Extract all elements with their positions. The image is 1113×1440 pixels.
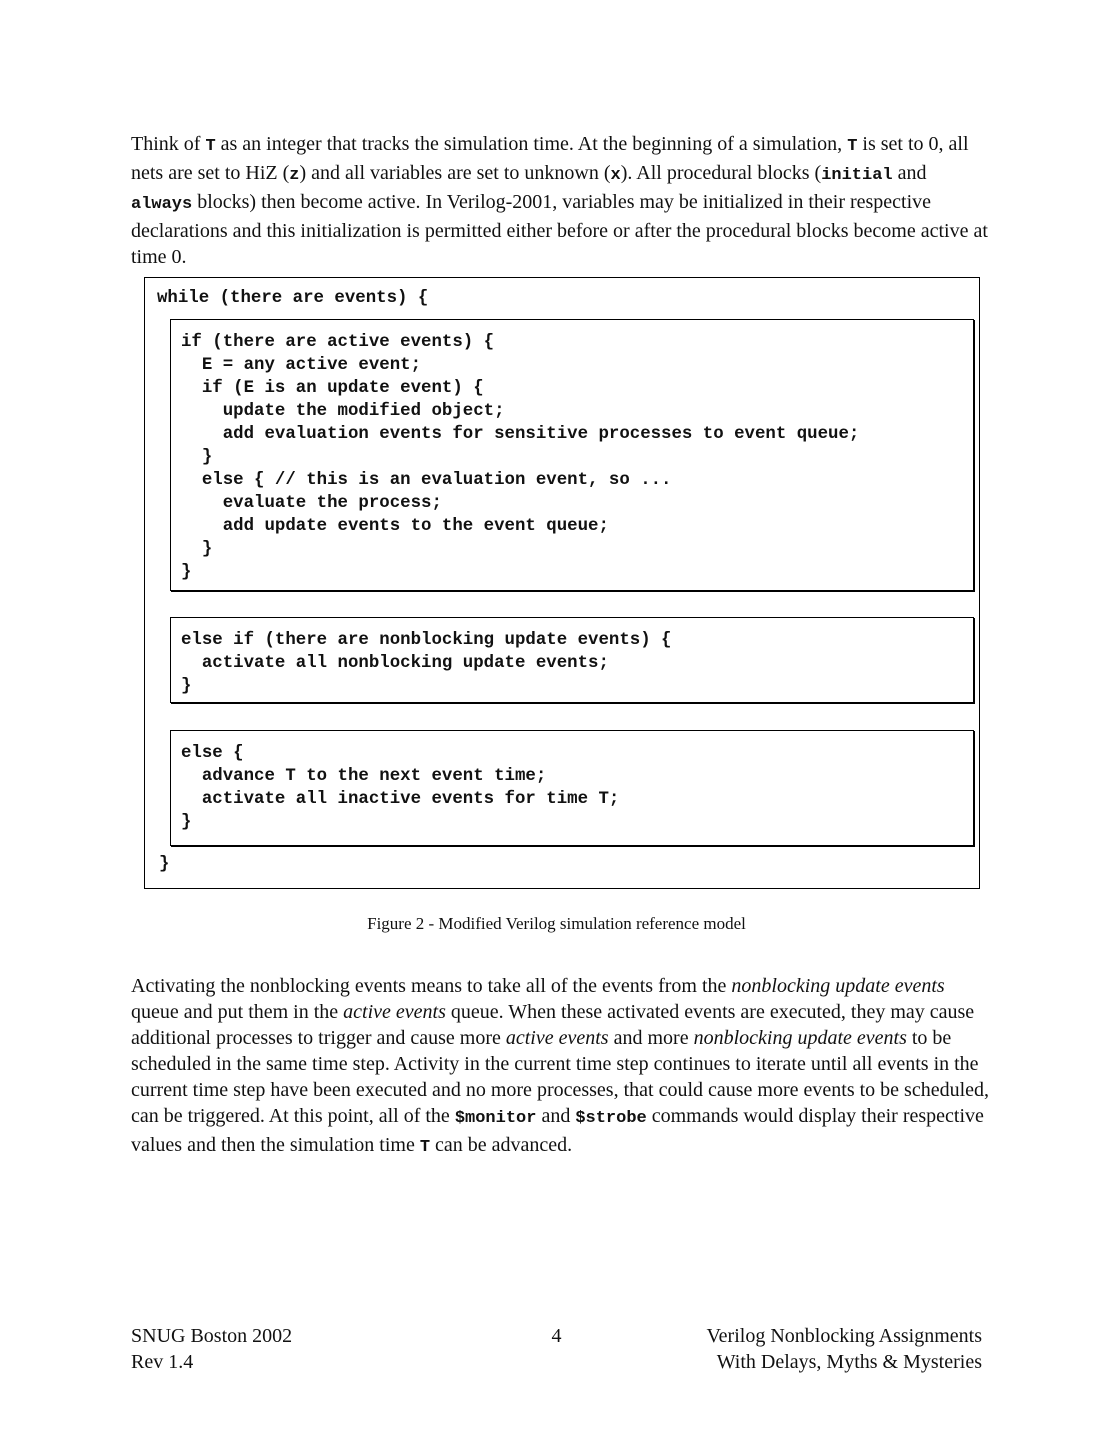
- footer-title: Verilog Nonblocking Assignments: [706, 1325, 982, 1347]
- text-run: is set to 0, all nets are set to HiZ (: [131, 133, 969, 184]
- code-line: activate all inactive events for time T;: [181, 790, 620, 809]
- text-run: and: [892, 162, 927, 184]
- code-line: else {: [181, 744, 244, 763]
- advance-time-code: [181, 742, 619, 834]
- inline-code: T: [847, 137, 858, 156]
- code-line: }: [181, 677, 192, 696]
- inline-code: T: [419, 1138, 431, 1157]
- code-line: evaluate the process;: [181, 494, 442, 513]
- footer-revision: Rev 1.4: [131, 1351, 194, 1373]
- text-run: commands would display their respective values and then the simulation time: [131, 1105, 984, 1156]
- text-run: can be advanced.: [430, 1134, 573, 1156]
- while-loop-close: }: [159, 855, 170, 874]
- code-line: }: [181, 448, 213, 467]
- text-run: ) and all variables are set to unknown (: [299, 162, 611, 184]
- body-paragraph: [131, 973, 991, 1161]
- figure-outer-box: [144, 277, 980, 889]
- text-run: blocks) then become active. In Verilog-2001, variables may be initialized in their respective declarations and this initialization is permitted either before or after the procedural blocks become active at time 0.: [131, 191, 988, 268]
- inline-code: $strobe: [575, 1109, 647, 1128]
- emphasis-text: nonblocking update events: [693, 1027, 907, 1049]
- code-line: add evaluation events for sensitive processes to event queue;: [181, 425, 860, 444]
- footer-right: [706, 1323, 982, 1375]
- code-line: }: [181, 540, 213, 559]
- code-line: advance T to the next event time;: [181, 767, 547, 786]
- figure-caption: Figure 2 - Modified Verilog simulation reference model: [367, 914, 746, 933]
- text-run: ). All procedural blocks (: [620, 162, 822, 184]
- code-line: activate all nonblocking update events;: [181, 654, 609, 673]
- inline-code: T: [205, 137, 216, 156]
- inline-code: $monitor: [454, 1109, 537, 1128]
- nonblocking-events-code: [181, 629, 672, 698]
- inline-code: z: [289, 166, 300, 185]
- code-line: else { // this is an evaluation event, so ...: [181, 471, 672, 490]
- emphasis-text: active events: [505, 1027, 609, 1049]
- emphasis-text: active events: [343, 1001, 446, 1023]
- text-run: queue. When these activated events are executed, they may cause additional processes to trigger and cause more: [131, 1001, 975, 1049]
- code-line: E = any active event;: [181, 356, 422, 375]
- text-run: queue and put them in the: [131, 1001, 344, 1023]
- code-line: update the modified object;: [181, 402, 505, 421]
- text-run: and more: [608, 1027, 694, 1049]
- code-line: }: [181, 563, 192, 582]
- code-line: else if (there are nonblocking update events) {: [181, 631, 672, 650]
- text-run: to be scheduled in the same time step. Activity in the current time step continues to iterate until all events in the current time step have been executed and no more processes, that could cause more events to be scheduled, can be triggered. At this point, all of the: [131, 1027, 990, 1127]
- text-run: as an integer that tracks the simulation time. At the beginning of a simulation,: [215, 133, 848, 155]
- intro-paragraph: [131, 131, 991, 270]
- code-line: if (there are active events) {: [181, 333, 495, 352]
- inline-code: always: [131, 195, 193, 214]
- code-line: }: [181, 813, 192, 832]
- code-line: if (E is an update event) {: [181, 379, 484, 398]
- active-events-code: [181, 331, 859, 584]
- text-run: Activating the nonblocking events means to take all of the events from the: [131, 975, 732, 997]
- text-run: Think of: [131, 133, 206, 155]
- while-loop-header: while (there are events) {: [157, 289, 429, 308]
- footer-subtitle: With Delays, Myths & Mysteries: [716, 1351, 982, 1373]
- text-run: and: [536, 1105, 576, 1127]
- emphasis-text: nonblocking update events: [731, 975, 945, 997]
- inline-code: x: [610, 166, 621, 185]
- advance-time-block: [170, 730, 974, 846]
- nonblocking-events-block: [170, 617, 974, 703]
- code-line: add update events to the event queue;: [181, 517, 609, 536]
- inline-code: initial: [821, 166, 893, 185]
- footer-page-number: 4: [551, 1325, 562, 1347]
- footer-conference: SNUG Boston 2002: [131, 1325, 293, 1347]
- active-events-block: [170, 319, 974, 591]
